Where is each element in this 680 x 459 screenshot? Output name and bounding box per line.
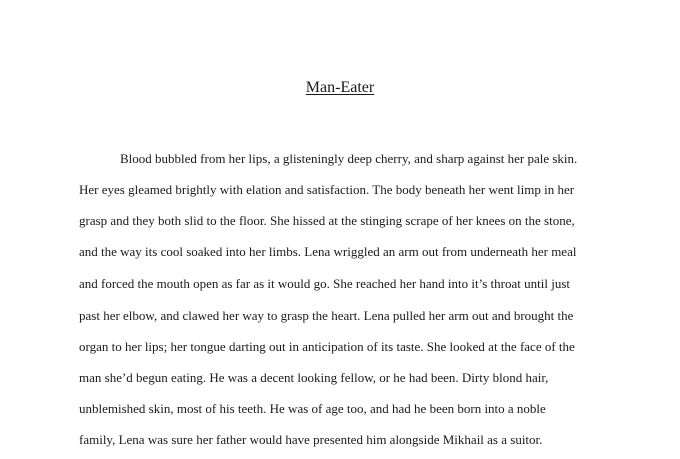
document-title: Man-Eater [305,79,375,96]
body-text-line: organ to her lips; her tongue darting out in anticipation of its taste. She looked at the face of the [79,339,575,354]
body-text-line: and forced the mouth open as far as it would go. She reached her hand into it’s throat until just [79,276,570,291]
body-text-line: past her elbow, and clawed her way to grasp the heart. Lena pulled her arm out and brought the [79,308,574,323]
body-text-line: Blood bubbled from her lips, a glisteningly deep cherry, and sharp against her pale skin. [120,151,578,166]
body-text-line: family, Lena was sure her father would have presented him alongside Mikhail as a suitor. [79,432,543,447]
body-text-line: and the way its cool soaked into her limbs. Lena wriggled an arm out from underneath her meal [79,244,577,259]
body-text-line: unblemished skin, most of his teeth. He was of age too, and had he been born into a noble [79,401,546,416]
body-text-line: grasp and they both slid to the floor. She hissed at the stinging scrape of her knees on the stone, [79,213,575,228]
body-text-line: man she’d begun eating. He was a decent looking fellow, or he had been. Dirty blond hair, [79,370,549,385]
body-text-line: Her eyes gleamed brightly with elation and satisfaction. The body beneath her went limp in her [79,182,575,197]
